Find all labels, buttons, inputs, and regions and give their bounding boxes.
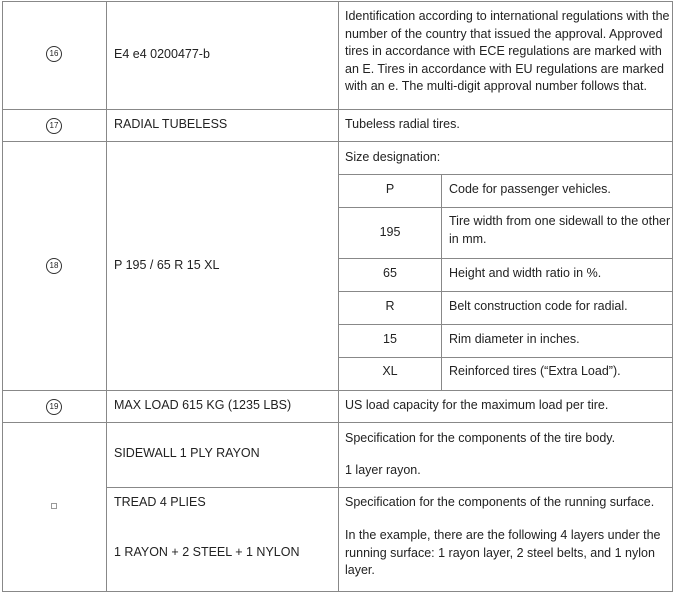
- description-tread-line: running surface: 1 rayon layer, 2 steel belts, and 1 nylon: [345, 545, 655, 560]
- size-key-r: R: [385, 299, 395, 313]
- size-designation-title: Size designation:: [345, 150, 441, 164]
- description-tread-line: layer.: [345, 563, 375, 577]
- description-16-line: Identification according to international regulations with the: [345, 9, 670, 23]
- marking-code-sidewall: SIDEWALL 1 PLY RAYON: [114, 446, 260, 460]
- marking-code-tread: TREAD 4 PLIES: [114, 495, 206, 509]
- marking-code-tread-layers: 1 RAYON + 2 STEEL + 1 NYLON: [114, 545, 300, 559]
- callout-placeholder-icon: [51, 503, 57, 509]
- size-key-15: 15: [383, 332, 397, 346]
- size-text-195-line: Tire width from one sidewall to the other: [449, 214, 671, 228]
- description-tread-line: In the example, there are the following 4 layers under the: [345, 528, 661, 542]
- callout-19-icon: 19: [46, 399, 62, 415]
- description-tread: Specification for the components of the running surface.: [345, 495, 655, 509]
- marking-code-18: P 195 / 65 R 15 XL: [114, 258, 220, 272]
- description-sidewall-detail: 1 layer rayon.: [345, 463, 421, 477]
- size-text-195: [449, 213, 671, 248]
- callout-16-icon: 16: [46, 46, 62, 62]
- description-sidewall: Specification for the components of the tire body.: [345, 431, 616, 445]
- callout-17-icon: 17: [46, 118, 62, 134]
- size-key-195: 195: [379, 225, 401, 239]
- callout-18-icon: 18: [46, 258, 62, 274]
- marking-code-17: RADIAL TUBELESS: [114, 117, 228, 131]
- description-16-line: with an e. The multi-digit approval number follows that.: [345, 79, 648, 93]
- size-text-r: Belt construction code for radial.: [449, 299, 628, 313]
- description-16-line: an E. Tires in accordance with EU regulations are marked: [345, 61, 664, 76]
- size-text-15: Rim diameter in inches.: [449, 332, 580, 346]
- marking-code-19: MAX LOAD 615 KG (1235 LBS): [114, 398, 292, 412]
- marking-code-16: E4 e4 0200477-b: [114, 47, 210, 61]
- size-text-195-line: in mm.: [449, 231, 487, 246]
- description-16-line: tires in accordance with ECE regulations are marked with: [345, 44, 662, 58]
- description-16: [345, 8, 670, 96]
- size-text-p: Code for passenger vehicles.: [449, 182, 611, 196]
- description-16-line: number of the country that issued the approval. Approved: [345, 26, 663, 41]
- size-key-65: 65: [383, 266, 397, 280]
- size-text-xl: Reinforced tires (“Extra Load”).: [449, 364, 621, 378]
- size-key-p: P: [385, 182, 395, 196]
- size-text-65: Height and width ratio in %.: [449, 266, 602, 280]
- description-19: US load capacity for the maximum load per tire.: [345, 398, 609, 412]
- description-tread-detail: [345, 527, 670, 580]
- size-key-xl: XL: [382, 364, 398, 378]
- description-17: Tubeless radial tires.: [345, 117, 460, 131]
